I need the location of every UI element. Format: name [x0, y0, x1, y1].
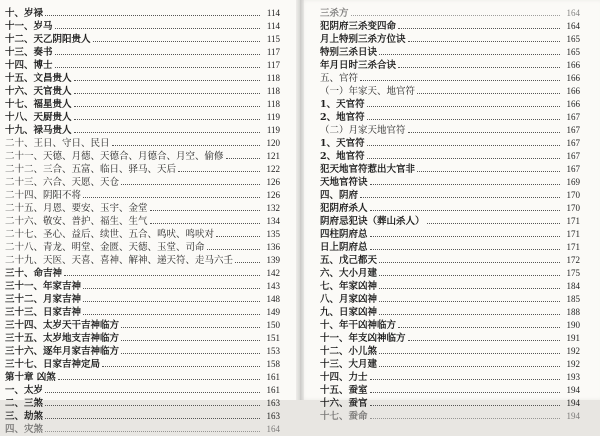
- dot-leader: [370, 176, 560, 185]
- toc-entry-title: 十九、禄马贵人: [5, 125, 72, 136]
- toc-entry: [320, 280, 580, 293]
- toc-entry: [5, 72, 280, 85]
- toc-entry-page-number: 158: [266, 359, 280, 369]
- toc-entry: [5, 176, 280, 189]
- toc-entry-title: 十三、奏书: [5, 47, 53, 58]
- toc-entry-page-number: 163: [266, 398, 280, 408]
- toc-entry-title: 十五、蚕室: [320, 385, 368, 396]
- dot-leader: [112, 137, 260, 146]
- dot-leader: [427, 215, 560, 224]
- toc-entry-title: 犯阴府三杀变四命: [320, 21, 397, 32]
- toc-entry-page-number: 126: [266, 177, 280, 187]
- toc-entry-page-number: 118: [266, 86, 280, 96]
- toc-entry: [320, 124, 580, 137]
- toc-entry-title: 十、年干凶神临方: [320, 320, 397, 331]
- toc-entry: [320, 358, 580, 371]
- toc-entry: [5, 410, 280, 423]
- toc-entry-title: 十八、天厨贵人: [5, 112, 72, 123]
- toc-entry: [5, 7, 280, 20]
- toc-entry-title: 二十、王日、守日、民日: [5, 138, 110, 149]
- dot-leader: [121, 332, 260, 341]
- toc-entry: [320, 189, 580, 202]
- toc-entry-page-number: 192: [566, 346, 580, 356]
- toc-entry-page-number: 175: [566, 268, 580, 278]
- toc-entry-page-number: 117: [266, 60, 280, 70]
- toc-entry-page-number: 150: [266, 320, 280, 330]
- dot-leader: [45, 423, 260, 432]
- toc-entry-title: 三十、命吉神: [5, 268, 63, 279]
- dot-leader: [121, 319, 260, 328]
- toc-entry-page-number: 121: [266, 151, 280, 161]
- dot-leader: [83, 189, 260, 198]
- toc-entry-page-number: 192: [566, 359, 580, 369]
- toc-entry: [320, 20, 580, 33]
- toc-entry: [320, 241, 580, 254]
- toc-entry: [5, 280, 280, 293]
- toc-entry-page-number: 190: [566, 320, 580, 330]
- toc-entry: [320, 202, 580, 215]
- toc-entry-page-number: 171: [566, 242, 580, 252]
- toc-entry-title: 二十八、青龙、明堂、金匮、天德、玉堂、司命: [5, 242, 205, 253]
- toc-entry: [320, 85, 580, 98]
- toc-entry: [320, 371, 580, 384]
- toc-entry-page-number: 194: [566, 398, 580, 408]
- dot-leader: [216, 228, 260, 237]
- toc-entry-page-number: 164: [566, 8, 580, 18]
- toc-entry: [320, 33, 580, 46]
- dot-leader: [207, 241, 260, 250]
- toc-entry-page-number: 126: [266, 190, 280, 200]
- toc-entry: [5, 124, 280, 137]
- dot-leader: [408, 124, 560, 133]
- toc-entry-page-number: 164: [266, 424, 280, 434]
- toc-entry: [320, 345, 580, 358]
- toc-entry-page-number: 161: [266, 385, 280, 395]
- toc-entry-page-number: 166: [566, 86, 580, 96]
- toc-entry-page-number: 194: [566, 411, 580, 421]
- toc-entry-page-number: 163: [266, 411, 280, 421]
- toc-entry-title: 二十二、三合、五富、临日、驿马、天后: [5, 164, 177, 175]
- table-of-contents-left: [5, 7, 280, 436]
- toc-entry-page-number: 167: [566, 125, 580, 135]
- toc-entry-title: 第十章 凶煞: [5, 372, 56, 383]
- toc-entry-page-number: 171: [566, 229, 580, 239]
- toc-entry-page-number: 120: [266, 138, 280, 148]
- toc-entry-page-number: 118: [266, 73, 280, 83]
- toc-entry-page-number: 164: [566, 21, 580, 31]
- toc-entry: [5, 397, 280, 410]
- dot-leader: [360, 189, 560, 198]
- toc-entry: [320, 46, 580, 59]
- toc-entry-page-number: 161: [266, 372, 280, 382]
- toc-entry: [5, 306, 280, 319]
- toc-entry: [320, 384, 580, 397]
- toc-entry-title: 2、地官符: [320, 112, 365, 123]
- toc-entry: [5, 358, 280, 371]
- toc-entry-page-number: 184: [566, 281, 580, 291]
- toc-entry: [320, 7, 580, 20]
- toc-entry-title: 二十七、圣心、益后、续世、五合、鸣吠、鸣吠对: [5, 229, 215, 240]
- dot-leader: [417, 163, 560, 172]
- left-page: [0, 0, 300, 435]
- toc-entry-title: 十六、蚕官: [320, 398, 368, 409]
- dot-leader: [379, 46, 560, 55]
- toc-entry-page-number: 148: [266, 294, 280, 304]
- toc-entry: [320, 267, 580, 280]
- toc-entry-title: 六、大小月建: [320, 268, 378, 279]
- toc-entry-title: 十五、文昌贵人: [5, 73, 72, 84]
- toc-entry-title: 三十三、日家吉神: [5, 307, 82, 318]
- toc-entry-title: 三十五、太岁地支吉神临方: [5, 333, 120, 344]
- toc-entry-title: 十二、天乙阴阳贵人: [5, 34, 91, 45]
- dot-leader: [398, 59, 560, 68]
- dot-leader: [74, 98, 260, 107]
- dot-leader: [83, 306, 260, 315]
- toc-entry-page-number: 185: [566, 294, 580, 304]
- toc-entry: [5, 111, 280, 124]
- dot-leader: [55, 59, 260, 68]
- toc-entry-title: 十七、蚕命: [320, 411, 368, 422]
- toc-entry-title: 1、天官符: [320, 138, 365, 149]
- toc-entry: [5, 371, 280, 384]
- toc-entry-title: 七、年家凶神: [320, 281, 378, 292]
- toc-entry-title: 四柱阴府总: [320, 229, 368, 240]
- toc-entry-title: 十一、年支凶神临方: [320, 333, 406, 344]
- toc-entry: [5, 241, 280, 254]
- toc-entry-page-number: 167: [566, 151, 580, 161]
- toc-entry-page-number: 169: [566, 177, 580, 187]
- toc-entry-title: 三十一、年家吉神: [5, 281, 82, 292]
- dot-leader: [360, 72, 560, 81]
- toc-entry-page-number: 170: [566, 203, 580, 213]
- toc-entry-page-number: 149: [266, 307, 280, 317]
- toc-entry: [5, 98, 280, 111]
- toc-entry-page-number: 114: [266, 21, 280, 31]
- toc-entry-title: 十二、小儿煞: [320, 346, 378, 357]
- dot-leader: [74, 85, 260, 94]
- dot-leader: [93, 33, 260, 42]
- toc-entry-page-number: 118: [266, 99, 280, 109]
- toc-entry-title: 十六、天官贵人: [5, 86, 72, 97]
- dot-leader: [55, 46, 260, 55]
- toc-entry-title: 犯天地官符惹出大官非: [320, 164, 416, 175]
- toc-entry-title: 2、地官符: [320, 151, 365, 162]
- toc-entry-page-number: 119: [266, 125, 280, 135]
- toc-entry-title: 五、官符: [320, 73, 359, 84]
- dot-leader: [379, 306, 560, 315]
- dot-leader: [178, 163, 260, 172]
- toc-entry: [5, 293, 280, 306]
- toc-entry-page-number: 114: [266, 8, 280, 18]
- toc-entry-page-number: 132: [266, 203, 280, 213]
- dot-leader: [45, 7, 260, 16]
- dot-leader: [102, 358, 260, 367]
- dot-leader: [83, 293, 260, 302]
- toc-entry-title: 十、岁禄: [5, 8, 44, 19]
- toc-entry: [320, 410, 580, 423]
- dot-leader: [417, 85, 560, 94]
- toc-entry: [320, 332, 580, 345]
- toc-entry-title: 十七、福星贵人: [5, 99, 72, 110]
- table-of-contents-right: [320, 7, 580, 423]
- dot-leader: [398, 319, 560, 328]
- dot-leader: [379, 254, 560, 263]
- toc-entry: [320, 319, 580, 332]
- dot-leader: [367, 111, 560, 120]
- toc-entry: [320, 176, 580, 189]
- toc-entry-title: 十四、博士: [5, 60, 53, 71]
- toc-entry-page-number: 165: [566, 47, 580, 57]
- book-gutter: [296, 0, 304, 400]
- dot-leader: [74, 111, 260, 120]
- toc-entry-page-number: 166: [566, 99, 580, 109]
- dot-leader: [408, 33, 560, 42]
- toc-entry-title: 犯阴府杀人: [320, 203, 368, 214]
- dot-leader: [370, 202, 560, 211]
- toc-entry-page-number: 171: [566, 216, 580, 226]
- dot-leader: [74, 124, 260, 133]
- dot-leader: [370, 241, 560, 250]
- toc-entry-title: 日上阴府总: [320, 242, 368, 253]
- dot-leader: [45, 410, 260, 419]
- toc-entry: [320, 215, 580, 228]
- toc-entry-title: 三十六、逐年月家吉神临方: [5, 346, 120, 357]
- toc-entry: [5, 215, 280, 228]
- toc-entry: [320, 254, 580, 267]
- toc-entry-title: （二）月家天地官符: [320, 125, 406, 136]
- toc-entry-title: 阴府忌犯诀（葬山杀人）: [320, 216, 425, 227]
- toc-entry-title: 二十一、天德、月德、天德合、月德合、月空、偷修: [5, 151, 224, 162]
- toc-entry-title: 十四、力士: [320, 372, 368, 383]
- toc-entry-title: 三十四、太岁天干吉神临方: [5, 320, 120, 331]
- dot-leader: [379, 345, 560, 354]
- dot-leader: [58, 371, 260, 380]
- dot-leader: [64, 267, 260, 276]
- toc-entry-title: 十三、大月建: [320, 359, 378, 370]
- toc-entry-title: 二十六、敬安、普护、福生、生气: [5, 216, 148, 227]
- toc-entry: [5, 319, 280, 332]
- toc-entry-title: 三十七、日家吉神定局: [5, 359, 101, 370]
- toc-entry-page-number: 194: [566, 385, 580, 395]
- toc-entry-page-number: 167: [566, 138, 580, 148]
- toc-entry-title: 天地官符诀: [320, 177, 368, 188]
- toc-entry: [5, 20, 280, 33]
- dot-leader: [235, 254, 260, 263]
- toc-entry-title: 二十四、阴阳不将: [5, 190, 82, 201]
- toc-entry-title: 一、太岁: [5, 385, 44, 396]
- toc-entry-title: 三、劫煞: [5, 411, 44, 422]
- right-page: [300, 0, 600, 422]
- toc-entry: [5, 150, 280, 163]
- dot-leader: [370, 371, 560, 380]
- toc-entry-page-number: 170: [566, 190, 580, 200]
- dot-leader: [370, 397, 560, 406]
- toc-entry-page-number: 122: [266, 164, 280, 174]
- toc-entry-title: 八、月家凶神: [320, 294, 378, 305]
- toc-entry-page-number: 167: [566, 112, 580, 122]
- dot-leader: [226, 150, 260, 159]
- dot-leader: [121, 176, 260, 185]
- dot-leader: [370, 410, 560, 419]
- toc-entry-title: 年月日时三杀合诀: [320, 60, 397, 71]
- toc-entry-title: 九、日家凶神: [320, 307, 378, 318]
- toc-entry: [320, 59, 580, 72]
- toc-entry: [5, 384, 280, 397]
- dot-leader: [351, 7, 560, 16]
- toc-entry: [5, 202, 280, 215]
- toc-entry-page-number: 117: [266, 47, 280, 57]
- toc-entry: [5, 163, 280, 176]
- dot-leader: [367, 98, 560, 107]
- dot-leader: [150, 202, 260, 211]
- toc-entry-page-number: 115: [266, 34, 280, 44]
- toc-entry-title: 三十二、月家吉神: [5, 294, 82, 305]
- toc-entry-page-number: 193: [566, 372, 580, 382]
- toc-entry-page-number: 119: [266, 112, 280, 122]
- toc-entry-page-number: 188: [566, 307, 580, 317]
- toc-entry-page-number: 135: [266, 229, 280, 239]
- toc-entry: [320, 150, 580, 163]
- dot-leader: [379, 267, 560, 276]
- dot-leader: [370, 384, 560, 393]
- toc-entry: [320, 397, 580, 410]
- toc-entry-title: 二、三煞: [5, 398, 44, 409]
- toc-entry: [5, 345, 280, 358]
- toc-entry-page-number: 167: [566, 164, 580, 174]
- toc-entry: [320, 72, 580, 85]
- dot-leader: [367, 137, 560, 146]
- toc-entry: [5, 332, 280, 345]
- dot-leader: [379, 293, 560, 302]
- toc-entry-title: 二十三、六合、天愿、天仓: [5, 177, 120, 188]
- toc-entry-page-number: 143: [266, 281, 280, 291]
- toc-entry-page-number: 153: [266, 346, 280, 356]
- toc-entry: [320, 98, 580, 111]
- toc-entry-title: 四、灾煞: [5, 424, 44, 435]
- dot-leader: [367, 150, 560, 159]
- dot-leader: [45, 384, 260, 393]
- toc-entry-title: 二十九、天医、天喜、喜神、解神、递天符、走马六壬: [5, 255, 234, 266]
- toc-entry: [320, 293, 580, 306]
- toc-entry-title: 五、戊己都天: [320, 255, 378, 266]
- toc-entry-title: 四、阴府: [320, 190, 359, 201]
- toc-entry-page-number: 151: [266, 333, 280, 343]
- toc-entry-page-number: 166: [566, 60, 580, 70]
- toc-entry: [320, 228, 580, 241]
- toc-entry: [5, 46, 280, 59]
- toc-entry-title: 二十五、月恩、要安、玉宇、金堂: [5, 203, 148, 214]
- toc-entry: [320, 163, 580, 176]
- toc-entry-title: （一）年家天、地官符: [320, 86, 416, 97]
- dot-leader: [370, 228, 560, 237]
- toc-entry: [5, 267, 280, 280]
- toc-entry: [320, 137, 580, 150]
- toc-entry: [5, 33, 280, 46]
- toc-entry-title: 十一、岁马: [5, 21, 53, 32]
- dot-leader: [398, 20, 560, 29]
- dot-leader: [55, 20, 260, 29]
- toc-entry-page-number: 166: [566, 73, 580, 83]
- toc-entry: [320, 111, 580, 124]
- toc-entry-title: 三杀方: [320, 8, 349, 19]
- toc-entry: [5, 189, 280, 202]
- toc-entry-page-number: 136: [266, 242, 280, 252]
- dot-leader: [150, 215, 260, 224]
- dot-leader: [121, 345, 260, 354]
- toc-entry: [5, 254, 280, 267]
- toc-entry: [5, 228, 280, 241]
- toc-entry: [5, 423, 280, 436]
- toc-entry-page-number: 139: [266, 255, 280, 265]
- dot-leader: [408, 332, 560, 341]
- dot-leader: [83, 280, 260, 289]
- dot-leader: [45, 397, 260, 406]
- toc-entry-page-number: 134: [266, 216, 280, 226]
- toc-entry: [5, 85, 280, 98]
- toc-entry: [320, 306, 580, 319]
- toc-entry-page-number: 172: [566, 255, 580, 265]
- dot-leader: [379, 358, 560, 367]
- dot-leader: [74, 72, 260, 81]
- toc-entry-page-number: 142: [266, 268, 280, 278]
- toc-entry-title: 1、天官符: [320, 99, 365, 110]
- toc-entry-page-number: 165: [566, 34, 580, 44]
- toc-entry: [5, 59, 280, 72]
- toc-entry-title: 特别三杀日诀: [320, 47, 378, 58]
- dot-leader: [379, 280, 560, 289]
- toc-entry-title: 月上特别三杀方位诀: [320, 34, 406, 45]
- toc-entry: [5, 137, 280, 150]
- toc-entry-page-number: 191: [566, 333, 580, 343]
